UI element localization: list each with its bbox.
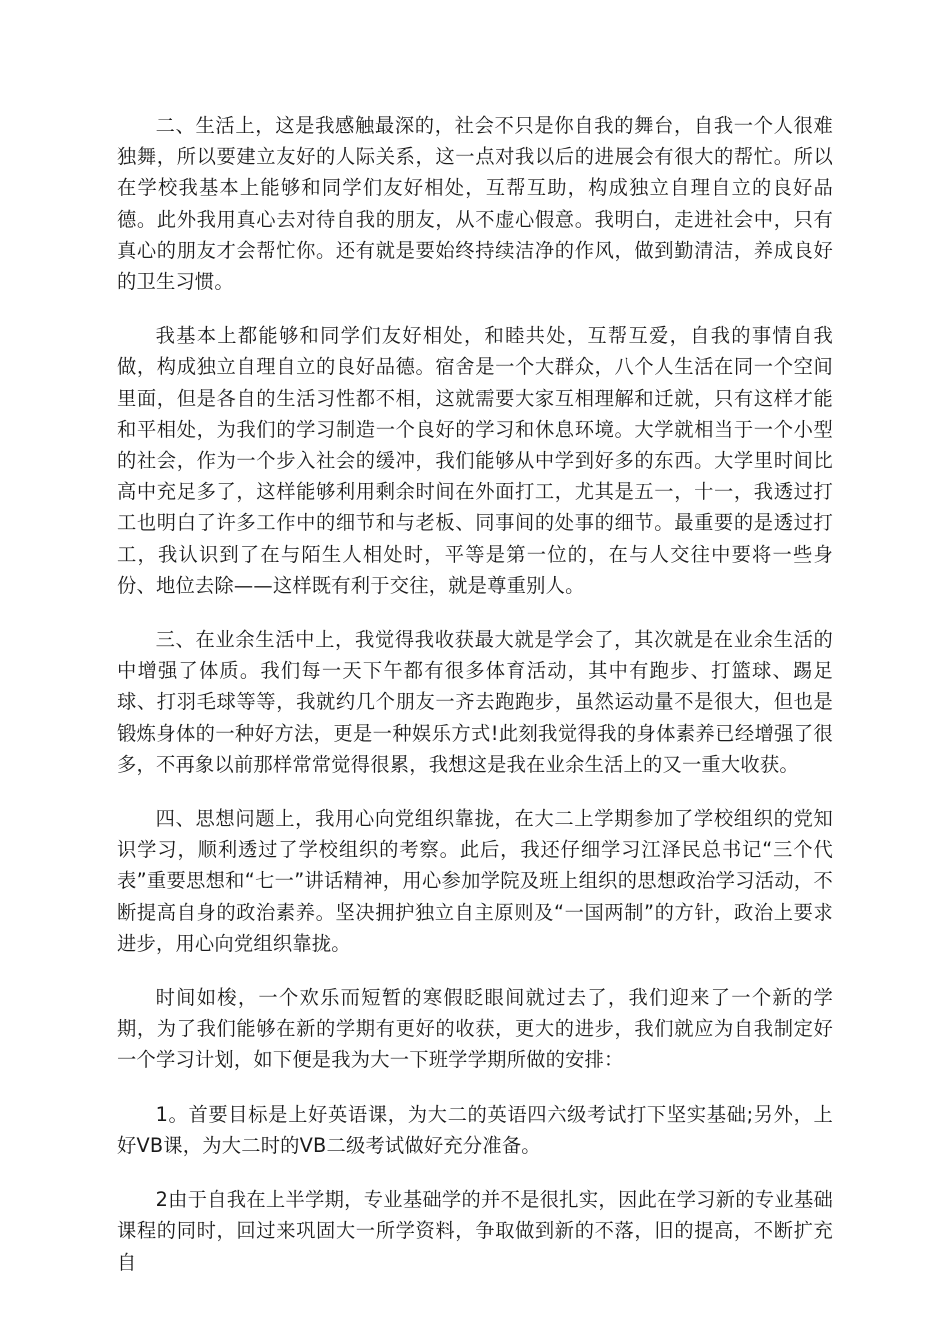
document-body — [117, 110, 833, 1301]
paragraph-dormitory: 我基本上都能够和同学们友好相处，和睦共处，互帮互爱，自我的事情自我做，构成独立自理自立的良好品德。宿舍是一个大群众，八个人生活在同一个空间里面，但是各自的生活习性都不相，这就需要大家互相理解和迁就，只有这样才能和平相处，为我们的学习制造一个良好的学习和休息环境。大学就相当于一个小型的社会，作为一个步入社会的缓冲，我们能够从中学到好多的东西。大学里时间比高中充足多了，这样能够利用剩余时间在外面打工，尤其是五一，十一，我透过打工也明白了许多工作中的细节和与老板、同事间的处事的细节。最重要的是透过打工，我认识到了在与陌生人相处时，平等是第一位的，在与人交往中要将一些身份、地位去除——这样既有利于交往，就是尊重别人。 — [117, 324, 833, 597]
paragraph-goal-2: 2由于自我在上半学期，专业基础学的并不是很扎实，因此在学习新的专业基础课程的同时，回过来巩固大一所学资料，争取做到新的不落，旧的提高，不断扩充自 — [117, 1188, 833, 1274]
paragraph-goal-1: 1。首要目标是上好英语课，为大二的英语四六级考试打下坚实基础;另外，上好VB课，为大二时的VB二级考试做好充分准备。 — [117, 1102, 833, 1157]
paragraph-life: 二、生活上，这是我感触最深的，社会不只是你自我的舞台，自我一个人很难独舞，所以要建立友好的人际关系，这一点对我以后的进展会有很大的帮忙。所以在学校我基本上能够和同学们友好相处，互帮互助，构成独立自理自立的良好品德。此外我用真心去对待自我的朋友，从不虚心假意。我明白，走进社会中，只有真心的朋友才会帮忙你。还有就是要始终持续洁净的作风，做到勤清洁，养成良好的卫生习惯。 — [117, 114, 833, 294]
paragraph-new-semester: 时间如梭，一个欢乐而短暂的寒假眨眼间就过去了，我们迎来了一个新的学期，为了我们能够在新的学期有更好的收获，更大的进步，我们就应为自我制定好一个学习计划，如下便是我为大一下班学学期所做的安排： — [117, 986, 833, 1072]
paragraph-leisure: 三、在业余生活中上，我觉得我收获最大就是学会了，其次就是在业余生活的中增强了体质。我们每一天下午都有很多体育活动，其中有跑步、打篮球、踢足球、打羽毛球等等，我就约几个朋友一齐去跑跑步，虽然运动量不是很大，但也是锻炼身体的一种好方法，更是一种娱乐方式!此刻我觉得我的身体素养已经增强了很多，不再象以前那样常常觉得很累，我想这是我在业余生活上的又一重大收获。 — [117, 628, 833, 776]
paragraph-thought: 四、思想问题上，我用心向党组织靠拢，在大二上学期参加了学校组织的党知识学习，顺利透过了学校组织的考察。此后，我还仔细学习江泽民总书记“三个代表”重要思想和“七一”讲话精神，用心参加学院及班上组织的思想政治学习活动，不断提高自身的政治素养。坚决拥护独立自主原则及“一国两制”的方针，政治上要求进步，用心向党组织靠拢。 — [117, 807, 833, 955]
